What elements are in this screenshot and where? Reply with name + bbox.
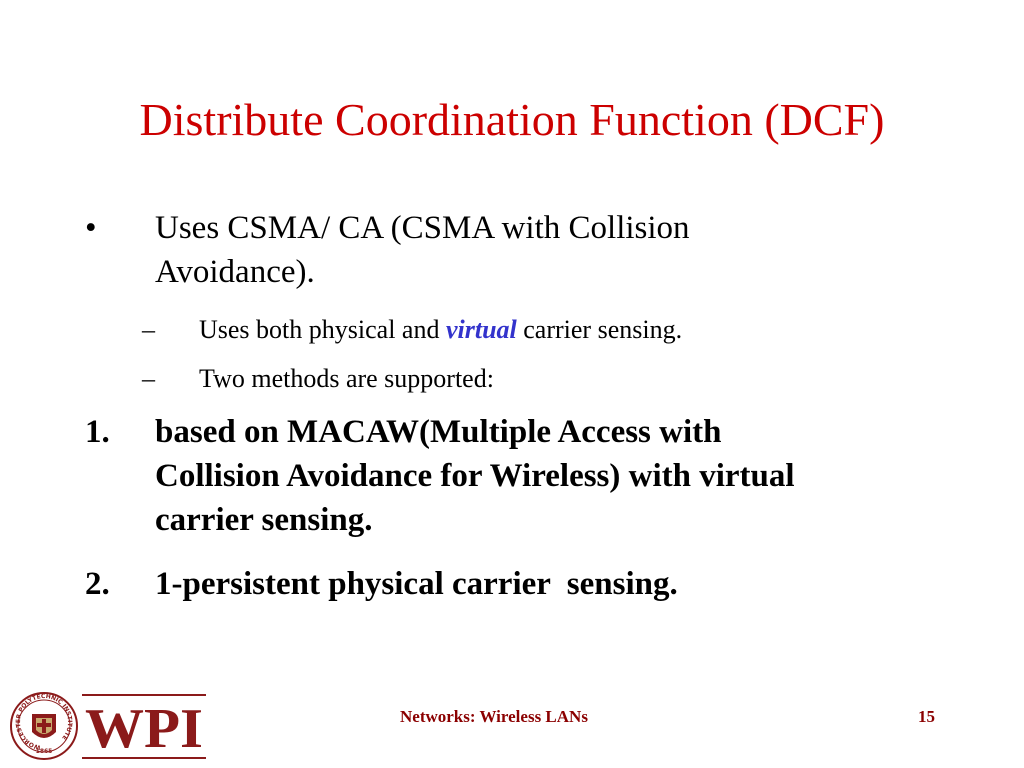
svg-text:WPI: WPI [85,698,203,760]
dash-marker: – [142,364,155,393]
bullet-line-1: Uses CSMA/ CA (CSMA with Collision [155,210,690,246]
sub-bullet-carrier-sensing [142,313,1002,347]
wpi-seal-icon [8,690,208,762]
footer-course-title: Networks: Wireless LANs [400,707,588,726]
wpi-logo [8,690,208,767]
dash-marker: – [142,315,155,344]
numbered-line-1: based on MACAW(Multiple Access with [155,414,722,450]
sub-bullet-text-after: carrier sensing. [516,315,683,344]
slide-page-number: 15 [918,707,935,726]
numbered-item-macaw [85,410,1005,545]
numbered-line-2: Collision Avoidance for Wireless) with virtual [155,458,795,494]
numbered-line-3: carrier sensing. [155,502,373,538]
slide-title: Distribute Coordination Function (DCF) [139,94,885,145]
number-marker: 1. [85,414,110,450]
bullet-item-csma-ca [85,206,985,296]
numbered-text: 1-persistent physical carrier sensing. [155,566,678,602]
numbered-item-persistent [85,562,1005,606]
svg-text:1865: 1865 [35,748,53,755]
number-marker: 2. [85,566,110,602]
svg-text:WORCESTER POLYTECHNIC INSTITUT: WORCESTER POLYTECHNIC INSTITUTE [14,692,74,751]
bullet-line-2: Avoidance). [155,254,315,290]
sub-bullet-two-methods [142,362,1002,396]
bullet-marker: • [85,210,97,246]
sub-bullet-text-before: Uses both physical and [199,315,446,344]
sub-bullet-text: Two methods are supported: [199,364,494,393]
emphasis-virtual: virtual [445,315,517,344]
